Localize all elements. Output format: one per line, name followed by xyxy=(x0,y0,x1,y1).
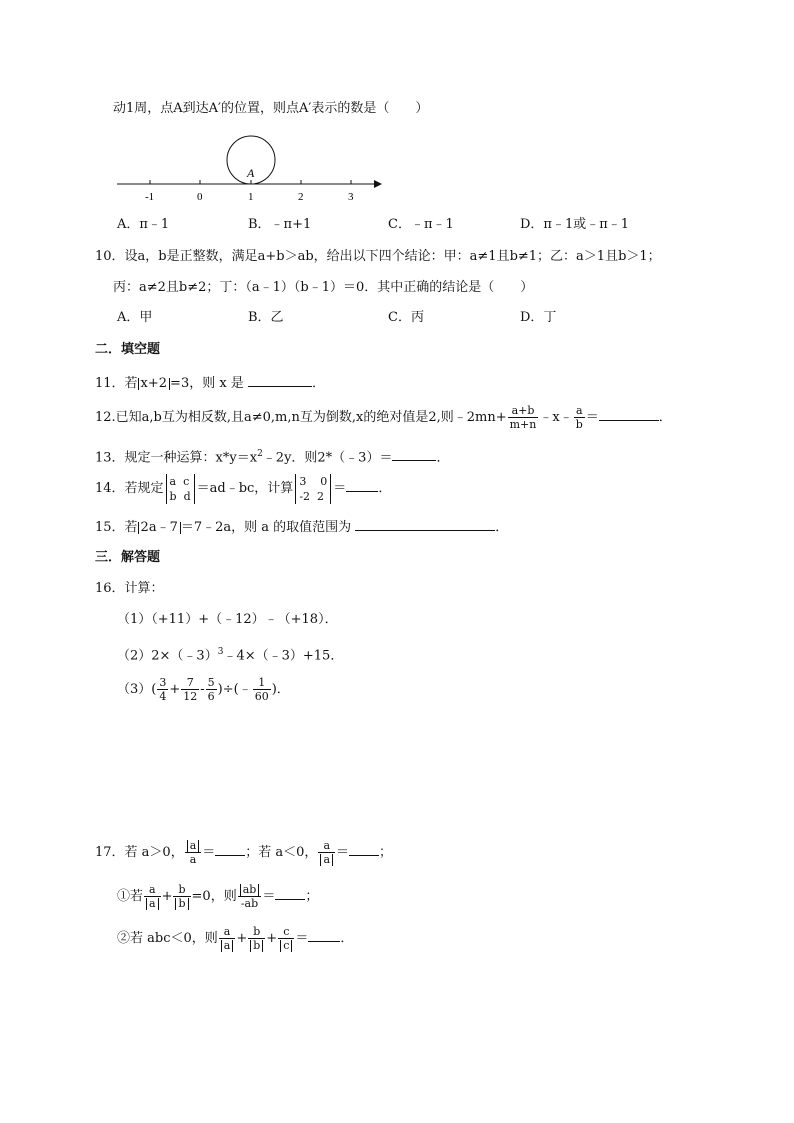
fraction: $\frac{a}{a}$ xyxy=(219,925,236,952)
q10-line-2: 丙：a≠2且b≠2；丁：（a﹣1）（b﹣1）＝0．其中正确的结论是（ ） xyxy=(113,280,534,295)
question-16-part-2: （2）2×（﹣3）$^3$﹣4×（﹣3）+15． xyxy=(117,647,344,664)
absolute-value-expr: 2a﹣7 xyxy=(138,522,181,534)
question-17-line-1: 17．若 a＞0， $\frac{a}{a}$ ＝ ；若 a＜0， $\frac{a}{a}$ ＝ ； xyxy=(95,839,393,866)
q10-option-d: D．丁 xyxy=(520,310,557,325)
answer-blank xyxy=(248,374,312,387)
answer-blank xyxy=(215,843,245,856)
question-17-part-2: ②若 abc＜0，则 $\frac{a}{a}$ + $\frac{b}{b}$ + $\frac{c}{c}$ ＝ ． xyxy=(117,925,354,952)
answer-blank xyxy=(355,518,495,531)
answer-blank xyxy=(308,929,340,942)
section-title-solve: 三．解答题 xyxy=(95,550,161,565)
absolute-value-expr: x+2 xyxy=(138,378,171,390)
q9-option-d: D．π﹣1或﹣π﹣1 xyxy=(520,217,630,232)
fraction: $\frac{7}{12}$ xyxy=(183,676,198,703)
circle-point-label: A xyxy=(247,166,255,180)
tick-label: 0 xyxy=(197,191,203,203)
question-12: 12.已知a,b互为相反数,且a≠0,m,n互为倒数,x的绝对值是2,则﹣2mn+ $\frac{a+b}{m+n}$ ﹣x﹣ $\frac{a}{b}$ ＝ ． xyxy=(95,404,672,431)
q10-option-b: B．乙 xyxy=(248,310,284,325)
q10-option-a: A．甲 xyxy=(117,310,153,325)
question-13: 13．规定一种运算：$x*y=x^2﹣2y$．则2*（﹣3）＝ ． xyxy=(95,449,450,466)
fraction: $\frac{c}{c}$ xyxy=(278,925,294,952)
answer-blank xyxy=(346,479,378,492)
question-16-part-3: （3）( $\frac{3}{4}$ + $\frac{7}{12}$ - $\frac{5}{6}$ )÷(﹣ $\frac{1}{60}$ )． xyxy=(117,676,290,703)
q10-line-1: 10．设a，b是正整数，满足a+b＞ab，给出以下四个结论：甲：a≠1且b≠1；乙：a＞1且b＞1； xyxy=(95,249,661,264)
fraction: $\frac{a}{b}$ xyxy=(575,404,583,431)
q9-continuation-text: 动1周，点A到达A′的位置，则点A′表示的数是（ ） xyxy=(113,101,429,116)
tick-label: 2 xyxy=(298,191,304,203)
tick-label: 1 xyxy=(248,191,254,203)
number-line-arrow-icon xyxy=(374,180,382,188)
question-11: 11．若 x+2 =3，则 x 是 ． xyxy=(95,376,325,391)
fraction: $\frac{5}{6}$ xyxy=(207,676,215,703)
determinant: 3 0 -2 2 xyxy=(295,474,331,504)
section-title-fill-in: 二．填空题 xyxy=(95,342,161,357)
q10-option-c: C．丙 xyxy=(388,310,424,325)
answer-blank xyxy=(599,408,659,421)
question-14: 14．若规定 a c b d ＝ad﹣bc，计算 3 0 -2 2 ＝ ． xyxy=(95,474,392,503)
q9-option-a: A．π﹣1 xyxy=(117,217,170,232)
answer-blank xyxy=(275,887,305,900)
question-16-part-1: （1）（+11）+（﹣12）﹣（+18）． xyxy=(117,612,338,627)
fraction: $\frac{b}{b}$ xyxy=(248,925,265,952)
fraction: $\frac{a}{a}$ xyxy=(185,839,202,866)
q9-option-b: B．﹣π+1 xyxy=(248,217,312,232)
tick-label: 3 xyxy=(348,191,354,203)
fraction: $\frac{ab}{-ab}$ xyxy=(238,883,262,910)
fraction: $\frac{1}{60}$ xyxy=(254,676,269,703)
question-17-part-1: ①若 $\frac{a}{a}$ + $\frac{b}{b}$ =0，则 $\frac{ab}{-ab}$ ＝ ； xyxy=(117,883,319,910)
answer-blank xyxy=(349,843,379,856)
question-16-title: 16．计算： xyxy=(95,581,164,596)
determinant: a c b d xyxy=(166,474,195,504)
tick-label: -1 xyxy=(145,191,155,203)
fraction: $\frac{a}{a}$ xyxy=(318,839,335,866)
number-line-figure xyxy=(112,132,387,206)
fraction: $\frac{3}{4}$ xyxy=(159,676,167,703)
fraction: $\frac{b}{b}$ xyxy=(173,883,190,910)
q9-option-c: C．﹣π﹣1 xyxy=(388,217,454,232)
question-15: 15．若 2a﹣7 ＝7﹣2a，则 a 的取值范围为 ． xyxy=(95,520,509,535)
answer-blank xyxy=(392,448,436,461)
fraction: $\frac{a}{a}$ xyxy=(144,883,161,910)
fraction: $\frac{a+b}{m+n}$ xyxy=(509,404,537,431)
